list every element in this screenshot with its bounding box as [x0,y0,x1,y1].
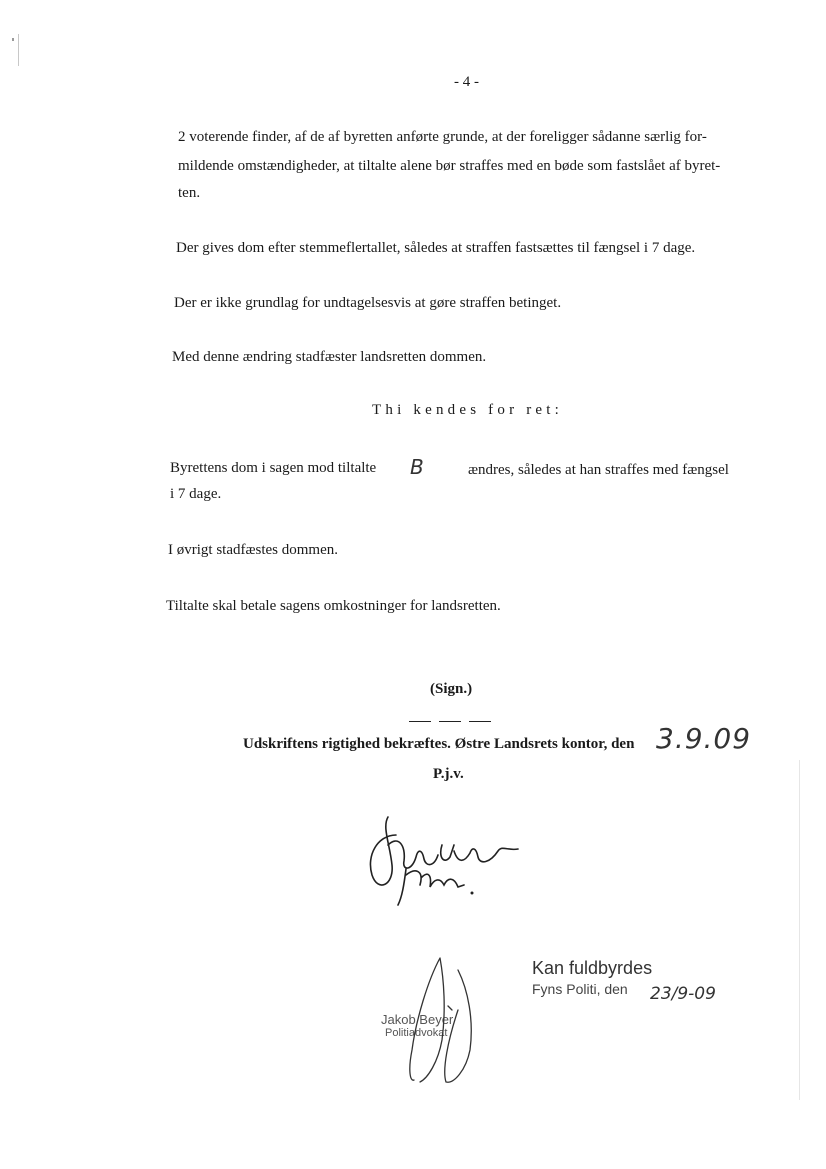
verdict-line: i 7 dage. [170,486,222,502]
redacted-name: B [410,455,424,479]
scan-artifact [799,760,800,1100]
paragraph-line: ten. [178,185,201,201]
pjv-label: P.j.v. [433,766,464,782]
divider-dash [409,721,431,722]
page-number: - 4 - [454,74,479,90]
paragraph-line: 2 voterende finder, af de af byretten anførte grunde, at der foreligger sådanne særlig for- [178,129,707,145]
verdict-line: ændres, således at han straffes med fængsel [468,462,729,478]
divider-dash [469,721,491,722]
handwritten-date: 3.9.09 [656,722,752,755]
scan-artifact [12,38,14,41]
stamp-title: Politiadvokat [385,1027,448,1039]
handwritten-signature [358,805,538,915]
paragraph: Der gives dom efter stemmeflertallet, således at straffen fastsættes til fængsel i 7 dage. [176,240,696,256]
enforcement-date: 23/9-09 [650,984,716,1004]
verdict-heading: Thi kendes for ret: [372,402,564,418]
stamp-signature [398,950,488,1090]
certification-text: Udskriftens rigtighed bekræftes. Østre Landsrets kontor, den [243,736,635,752]
divider-dash [439,721,461,722]
enforcement-label: Kan fuldbyrdes [532,958,653,978]
police-label: Fyns Politi, den [532,981,628,997]
paragraph-line: mildende omstændigheder, at tiltalte alene bør straffes med en bøde som fastslået af byret- [178,158,721,174]
paragraph: Med denne ændring stadfæster landsretten dommen. [172,349,487,365]
scan-artifact [18,34,19,66]
verdict-line: Byrettens dom i sagen mod tiltalte [170,460,377,476]
verdict-line: I øvrigt stadfæstes dommen. [168,542,338,558]
paragraph: Der er ikke grundlag for undtagelsesvis at gøre straffen betinget. [174,295,562,311]
verdict-line: Tiltalte skal betale sagens omkostninger for landsretten. [166,598,501,614]
sign-label: (Sign.) [430,681,473,697]
stamp-name: Jakob Beyer [381,1012,454,1027]
